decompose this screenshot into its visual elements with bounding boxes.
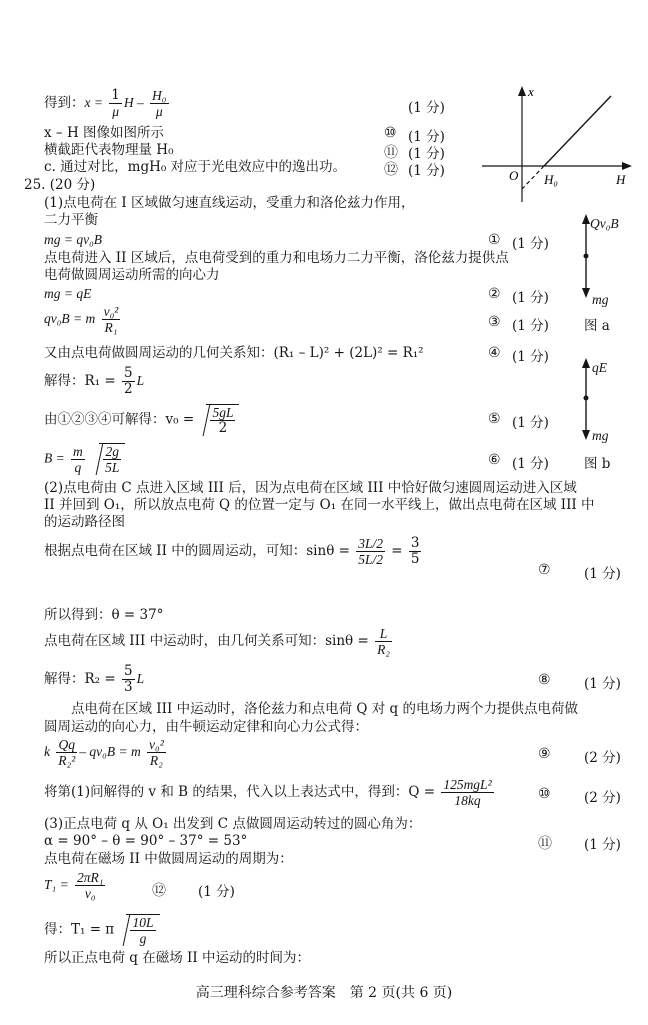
p15: 所以正点电荷 q 在磁场 II 中运动的时间为： — [44, 950, 310, 966]
axis-h-label: H — [616, 172, 626, 187]
x-h-graph — [476, 84, 636, 206]
eq12-score: (1 分) — [198, 884, 235, 900]
origin-label: O — [509, 168, 519, 183]
b-equals: B = — [44, 450, 65, 466]
eq6-num: ⑥ — [488, 452, 501, 468]
frac-sin-theta — [356, 536, 385, 567]
p1-line-a: (1)点电荷在 I 区域做匀速直线运动，受重力和洛伦兹力作用， — [44, 195, 415, 211]
num-v0sq-2: v₀² — [149, 737, 164, 752]
sqrt-5gl-over-2 — [198, 404, 239, 436]
t1-equals: T₁ = — [44, 877, 69, 892]
line-graph-desc: x – H 图像如图所示 — [44, 125, 165, 141]
eq7-num: ⑦ — [538, 562, 551, 578]
eq9-num: ⑨ — [538, 746, 551, 762]
eq9-middle: – qv₀B = m — [79, 744, 141, 759]
sqrt-10l-over-g — [118, 914, 159, 946]
num-3l-over-2: 3L/2 — [358, 536, 383, 551]
sin-theta-r2-prefix: 点电荷在区域 III 中运动时，由几何关系可知：sinθ = — [44, 633, 369, 649]
den-3: 3 — [123, 679, 133, 695]
p5-line-a: (2)点电荷由 C 点进入区域 III 后，因为点电荷在区域 III 中恰好做匀速圆周运动进入区域 — [44, 480, 577, 496]
num-5gl: 5gL — [212, 405, 234, 420]
l1-score: (1 分) — [408, 100, 445, 116]
eq4-score: (1 分) — [512, 349, 549, 365]
fig-a-bottom-label: mg — [592, 292, 609, 307]
l3-num: ⑪ — [384, 145, 398, 161]
frac-l-over-r2 — [375, 626, 392, 657]
frac-v0sq-over-r2 — [147, 737, 166, 768]
fig-a-caption: 图 a — [584, 318, 610, 334]
den-g: g — [139, 931, 147, 946]
eq9-score: (2 分) — [584, 750, 621, 766]
den-mu: μ — [112, 104, 119, 119]
eq1: mg = qv₀B — [44, 232, 103, 247]
solve-r1 — [44, 366, 144, 397]
eq5-num: ⑤ — [488, 411, 501, 427]
num-3: 3 — [410, 535, 420, 551]
eq5 — [44, 404, 239, 436]
p9-line-b: 圆周运动的向心力，由牛顿运动定律和向心力公式得： — [44, 719, 368, 735]
frac-h0-over-mu — [150, 88, 168, 119]
p3-geometry: 又由点电荷做圆周运动的几何关系知：(R₁ – L)² + (2L)² = R₁² — [44, 345, 424, 361]
period-t1 — [44, 870, 107, 901]
alpha-line: α = 90° – θ = 90° – 37° = 53° — [44, 833, 248, 849]
frac-5-over-2 — [122, 366, 135, 397]
num-five: 5 — [123, 365, 133, 381]
num-l: L — [375, 626, 392, 642]
den-mu-2: μ — [155, 104, 163, 119]
t1-result-prefix: 得：T₁ = π — [44, 921, 115, 938]
sqrt-2g-over-5l — [91, 443, 125, 475]
eq11-score: (1 分) — [584, 837, 621, 853]
eq8-score: (1 分) — [584, 676, 621, 692]
den-r1: R₁ — [104, 320, 118, 335]
den-5: 5 — [410, 551, 420, 567]
l2-score: (1 分) — [408, 129, 445, 145]
line-compare: c. 通过对比，mgH₀ 对应于光电效应中的逸出功。 — [44, 159, 347, 175]
h-minus: H – — [123, 95, 144, 110]
t1-result — [44, 914, 160, 946]
l3-score: (1 分) — [408, 146, 445, 162]
den-two: 2 — [123, 381, 133, 397]
p1-line-b: 二力平衡 — [44, 212, 98, 228]
eq3 — [44, 304, 122, 335]
theta-result: 所以得到：θ = 37° — [44, 607, 164, 623]
eq2-score: (1 分) — [512, 290, 549, 306]
eq11-num: ⑪ — [538, 836, 552, 852]
eq3-lhs: qv₀B = m — [44, 311, 96, 326]
frac-3-over-5 — [409, 536, 422, 567]
eq5-score: (1 分) — [512, 415, 549, 431]
den-r2-2: R₂ — [149, 753, 163, 768]
den-v0: v₀ — [84, 886, 96, 901]
axis-x-label: x — [528, 84, 534, 99]
p9-line-a: 点电荷在区域 III 中运动时，洛伦兹力和点电荷 Q 对 q 的电场力两个力提供点电荷做 — [44, 701, 578, 717]
frac-m-over-q — [71, 444, 85, 475]
den-r2sq: R₂² — [58, 753, 76, 768]
den-5l-over-2: 5L/2 — [358, 552, 383, 567]
sin-theta-r2 — [44, 626, 394, 657]
p5-line-c: 的运动路径图 — [44, 514, 125, 530]
force-diagram-b — [574, 356, 644, 446]
solve-r2-L: L — [136, 671, 145, 686]
line-intercept: 横截距代表物理量 H₀ — [44, 142, 174, 158]
num-2pir1: 2πR₁ — [76, 870, 104, 885]
num-10l: 10L — [132, 915, 154, 930]
eq9 — [44, 737, 168, 768]
num-2g: 2g — [103, 444, 121, 460]
l4-score: (1 分) — [408, 163, 445, 179]
num-h0: H₀ — [152, 88, 167, 103]
eq4-num: ④ — [488, 345, 501, 361]
num-v0sq: v₀² — [103, 304, 119, 319]
frac-2pir1-over-v0 — [75, 870, 105, 901]
p2-line-a: 点电荷进入 II 区域后，点电荷受到的重力和电场力二力平衡，洛伦兹力提供点 — [44, 250, 509, 266]
question-25-header: 25. (20 分) — [24, 177, 96, 193]
fig-a-top-label: Qv₀B — [590, 216, 619, 231]
eq3-score: (1 分) — [512, 318, 549, 334]
frac-5-over-3 — [122, 664, 135, 695]
den-18kq: 18kq — [454, 793, 481, 808]
solve-r1-prefix: 解得：R₁ = — [44, 373, 116, 389]
num-5-b: 5 — [123, 663, 133, 679]
num-qq: Qq — [56, 737, 77, 753]
eq2-num: ② — [488, 286, 501, 302]
num-m: m — [73, 443, 83, 459]
den-5l: 5L — [105, 460, 120, 475]
page-footer: 高三理科综合参考答案 第 2 页(共 6 页) — [195, 985, 453, 1001]
frac-one-over-mu — [109, 88, 122, 119]
fig-b-caption: 图 b — [584, 456, 611, 472]
eq6-score: (1 分) — [512, 456, 549, 472]
p11: (3)正点电荷 q 从 O₁ 出发到 C 点做圆周运动转过的圆心角为： — [44, 816, 422, 832]
eq10-prefix: 将第(1)问解得的 v 和 B 的结果，代入以上表达式中，得到：Q = — [44, 784, 436, 800]
eq8-num: ⑧ — [538, 672, 551, 688]
frac-v0sq-over-r1 — [102, 304, 121, 335]
intercept-label: H₀ — [544, 172, 558, 187]
den-q: q — [74, 459, 82, 475]
solve-r2 — [44, 664, 144, 695]
den-r2: R₂ — [377, 642, 391, 657]
p5-line-b: II 并回到 O₁，所以放点电荷 Q 的位置一定与 O₁ 在同一水平线上，做出点电荷在区域 III 中 — [44, 497, 595, 513]
eq10-score: (2 分) — [584, 790, 621, 806]
p13: 点电荷在磁场 II 中做圆周运动的周期为： — [44, 851, 293, 867]
l4-num: ⑫ — [384, 162, 398, 178]
frac-qq-over-r2sq — [56, 737, 77, 768]
eq7-score: (1 分) — [584, 566, 621, 582]
coef-k: k — [44, 744, 50, 759]
l2-num: ⑩ — [384, 125, 397, 141]
eq7 — [44, 536, 423, 567]
solve-r1-L: L — [136, 373, 145, 388]
eq10-num: ⑩ — [538, 786, 551, 802]
frac-q-result — [441, 777, 493, 808]
line-result-prefix: 得到： — [44, 95, 85, 111]
fig-b-bottom-label: mg — [592, 428, 609, 443]
eq5-prefix: 由①②③④可解得：v₀ = — [44, 411, 195, 428]
fig-b-top-label: qE — [592, 360, 607, 375]
eq6 — [44, 443, 125, 475]
eq1-num: ① — [488, 232, 501, 248]
num-125mgl2: 125mgL² — [443, 777, 492, 792]
den-two-2: 2 — [218, 420, 228, 436]
eq2: mg = qE — [44, 286, 92, 301]
eq3-num: ③ — [488, 314, 501, 330]
eq7-prefix: 根据点电荷在区域 II 中的圆周运动，可知：sinθ = — [44, 543, 350, 559]
eq1-score: (1 分) — [512, 236, 549, 252]
eq12-num: ⑫ — [152, 883, 166, 899]
eq7-equals: = — [391, 543, 403, 559]
eq10 — [44, 777, 496, 808]
x-equals: x = — [84, 95, 103, 110]
num-one: 1 — [111, 87, 120, 103]
solve-r2-prefix: 解得：R₂ = — [44, 671, 116, 687]
p2-line-b: 电荷做圆周运动所需的向心力 — [44, 267, 220, 283]
line-result-x — [44, 88, 171, 119]
